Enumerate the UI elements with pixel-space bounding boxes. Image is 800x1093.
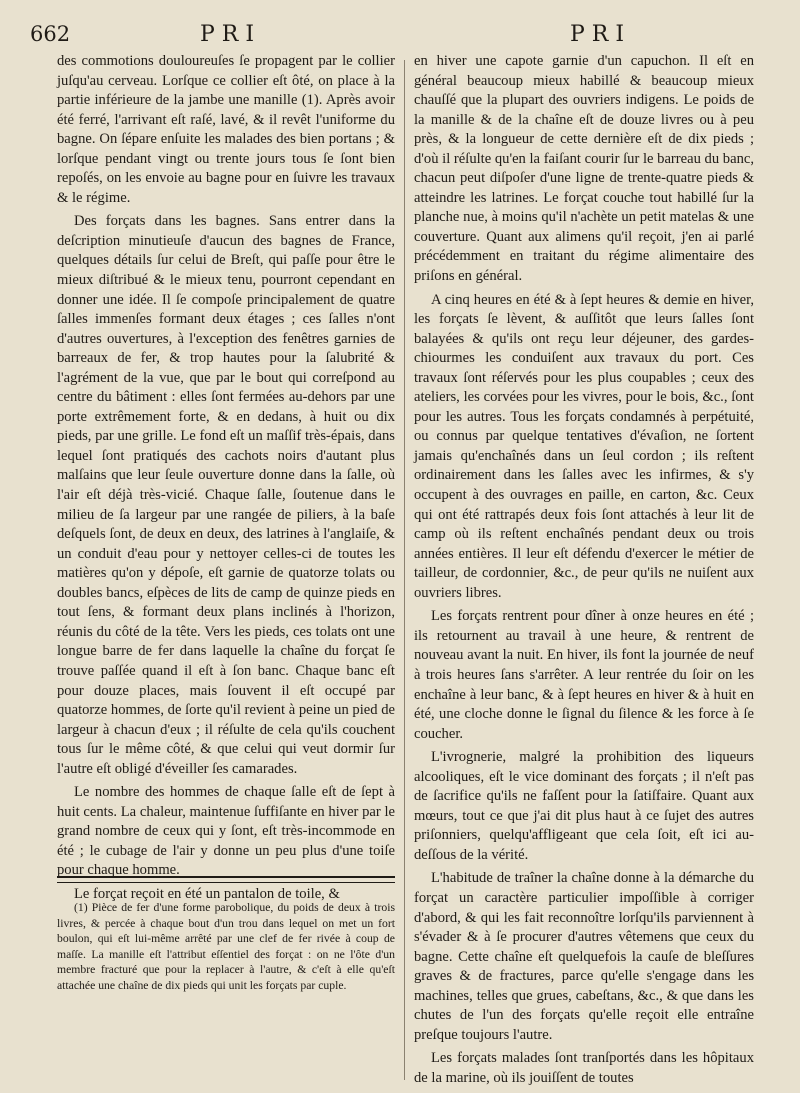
paragraph: Les forçats rentrent pour dîner à onze heures en été ; ils retournent au travail à une heure, & rentrent de nouveau avant la nuit. En hiver, ils font la journée de neuf à trois heures ſans s'arrêter. A leur rentrée du ſoir on les enchaîne à leur banc, & à ſept heures en hiver & à huit en été, une cloche donne le ſignal du ſilence & les force à ſe coucher.: [414, 608, 754, 742]
paragraph: L'habitude de traîner la chaîne donne à la démarche du forçat un caractère particulier impoſſible à corriger d'abord, & qui les fait reconnoître lorſqu'ils parviennent à s'évader & à ſe procurer d'autres vêtemens que ceux du bagne. Cette chaîne eſt quelquefois la cauſe de bleſſures graves & de fractures, parce qu'elle s'engage dans les machines, telles que grues, cabeſtans, &c., & que dans les chutes de l'un des forçats qu'elle reçoit elle entraîne preſque toujours l'autre.: [414, 870, 754, 1043]
paragraph: Le forçat reçoit en été un pantalon de toile, &: [74, 885, 340, 902]
footnote-rule-thin: [57, 882, 395, 883]
running-header: [0, 20, 800, 52]
page-number: 662: [30, 22, 71, 46]
paragraph: A cinq heures en été & à ſept heures & demie en hiver, les forçats ſe lèvent, & auſſitôt que leurs ſalles ſont balayées & qu'ils ont reçu leur déjeuner, des gardes-chiourmes les conduiſent aux travaux du port. Ces travaux ſont réſervés pour les plus coupables ; ceux des ateliers, les corvées pour les vivres, pour le bois, &c., ſont pour les autres. Tous les forçats condamnés à perpétuité, ou connus par quelque tentatives d'évaſion, ne ſortent jamais qu'enchaînés dans un ſeul cordon ; ils reſtent ordinairement dans les ſalles avec les infirmes, & s'y occupent à des ouvrages en paille, en carton, &c. Ceux qui ont été rattrapés deux fois ſont attachés à leur lit de camp où ils reſtent enchaînés pendant deux ou trois années entières. Il leur eſt défendu d'exercer le métier de tailleur, de cordonnier, &c., de peur qu'ils ne nuiſent aux ouvriers libres.: [414, 291, 754, 601]
paragraph: L'ivrognerie, malgré la prohibition des liqueurs alcooliques, eſt le vice dominant des forçats ; il n'eſt pas de ſacrifice qu'ils ne faſſent pour la ſatiſfaire. Quant aux mœurs, tout ce que j'ai dit plus haut à ce ſujet des autres priſonniers, quelqu'affligeant que cela ſoit, eſt ici au-deſſous de la vérité.: [414, 749, 754, 863]
left-column: [57, 52, 395, 905]
paragraph: Le nombre des hommes de chaque ſalle eſt de ſept à huit cents. La chaleur, maintenue ſuffiſante en hiver par le grand nombre de ceux qui y ſont, eſt très-incommode en été ; le cubage de l'air y donne un peu plus d'une toiſe pour chaque homme.: [57, 784, 395, 879]
paragraph: des commotions douloureuſes ſe propagent par le collier juſqu'au cerveau. Lorſque ce collier eſt ôté, on place à la partie inférieure de la jambe une manille (1). Après avoir été ferré, l'arrivant eſt raſé, lavé, & il revêt l'uniforme du bagne. On ſépare enſuite les malades des bien portans ; & lorſque pendant vingt ou trente jours tous ſe ſont bien repoſés, on les envoie au bagne pour en ſuivre les travaux & le régime.: [57, 53, 395, 206]
right-column: [414, 52, 754, 1088]
left-running-head: PRI: [200, 22, 262, 47]
paragraph: en hiver une capote garnie d'un capuchon. Il eſt en général beaucoup mieux habillé & beaucoup mieux chauſſé que la plupart des ouvriers indigens. Le poids de la manille & de la chaîne eſt de douze livres ou à peu près, & la longueur de cette dernière eſt de dix pieds ; d'où il réſulte qu'en la faiſant courir ſur le barreau du banc, chacun peut diſpoſer d'une ligne de trente-quatre pieds & atteindre les latrines. Le forçat couche tout habillé ſur la planche nue, à moins qu'il n'achète un petit matelas & une couverture. Quant aux alimens qu'il reçoit, j'en ai parlé précédemment en traitant du régime alimentaire des priſons en général.: [414, 53, 754, 285]
column-divider: [404, 60, 405, 1080]
paragraph-des-forcats: Des forçats dans les bagnes. Sans entrer dans la deſcription minutieuſe d'aucun des bagnes de France, quelques détails ſur celui de Breſt, qui paſſe pour être le mieux diſtribué & le mieux tenu, pourront cependant en donner une idée. Il ſe compoſe principalement de quatre ſalles immenſes formant deux étages ; ces ſalles n'ont d'autres ouvertures, à l'exception des fenêtres garnies de barreaux de fer, & trop hautes pour la ſalubrité & l'agrément de la vue, que par le bout qui correſpond au centre du bâtiment : elles ſont fermées au-dehors par une porte extrêmement forte, & en dedans, à huit ou dix pieds, par une grille. Le fond eſt un maſſif très-épais, dans lequel ſont pratiqués des cachots noirs d'autant plus malſains que leur ſeule ouverture donne dans la ſalle, où l'air eſt déjà très-vicié. Chaque ſalle, ſoutenue dans le milieu de ſa largeur par une rangée de piliers, à la baſe deſquels ſont, de deux en deux, des latrines à l'anglaiſe, & un conduit d'eau pour y nettoyer celles-ci de toutes les matières qu'on y dépoſe, eſt garnie de quatorze tolats ou doubles bancs, eſpèces de lits de camp de quinze pieds en tout ſens, & formant deux plans inclinés à l'horizon, réunis du côté de la tête. Vers les pieds, ces tolats ont une longue barre de fer dans laquelle la chaîne du forçat ſe trouve paſſée quand il eſt à ſon banc. Chaque banc eſt pour douze places, mais ſouvent il eſt occupé par quatorze hommes, de ſorte qu'il revient à peine un pied de largeur à chacun d'eux ; il réſulte de cela qu'ils couchent tous ſur le même côté, & que celui qui veut dormir ſur l'autre eſt obligé d'éveiller ſes camarades.: [57, 213, 395, 777]
paragraph: Les forçats malades ſont tranſportés dans les hôpitaux de la marine, où ils jouiſſent de toutes: [414, 1050, 754, 1086]
right-running-head: PRI: [570, 22, 632, 47]
footnote-rule: [57, 876, 395, 878]
footnote: (1) Pièce de fer d'une forme parobolique, du poids de deux à trois livres, & percée à chaque bout d'un trou dans lequel on met un fort boulon, qui eſt lui-même arrêté par une clef de fer rivée à coup de maſſe. La manille eſt l'attribut eſſentiel des forçat : on ne l'ôte d'un membre fracturé que pour la replacer à l'autre, & c'eſt à elle qu'eſt attachée une chaîne de dix pieds qui unit les forçats par cuple.: [57, 901, 395, 992]
